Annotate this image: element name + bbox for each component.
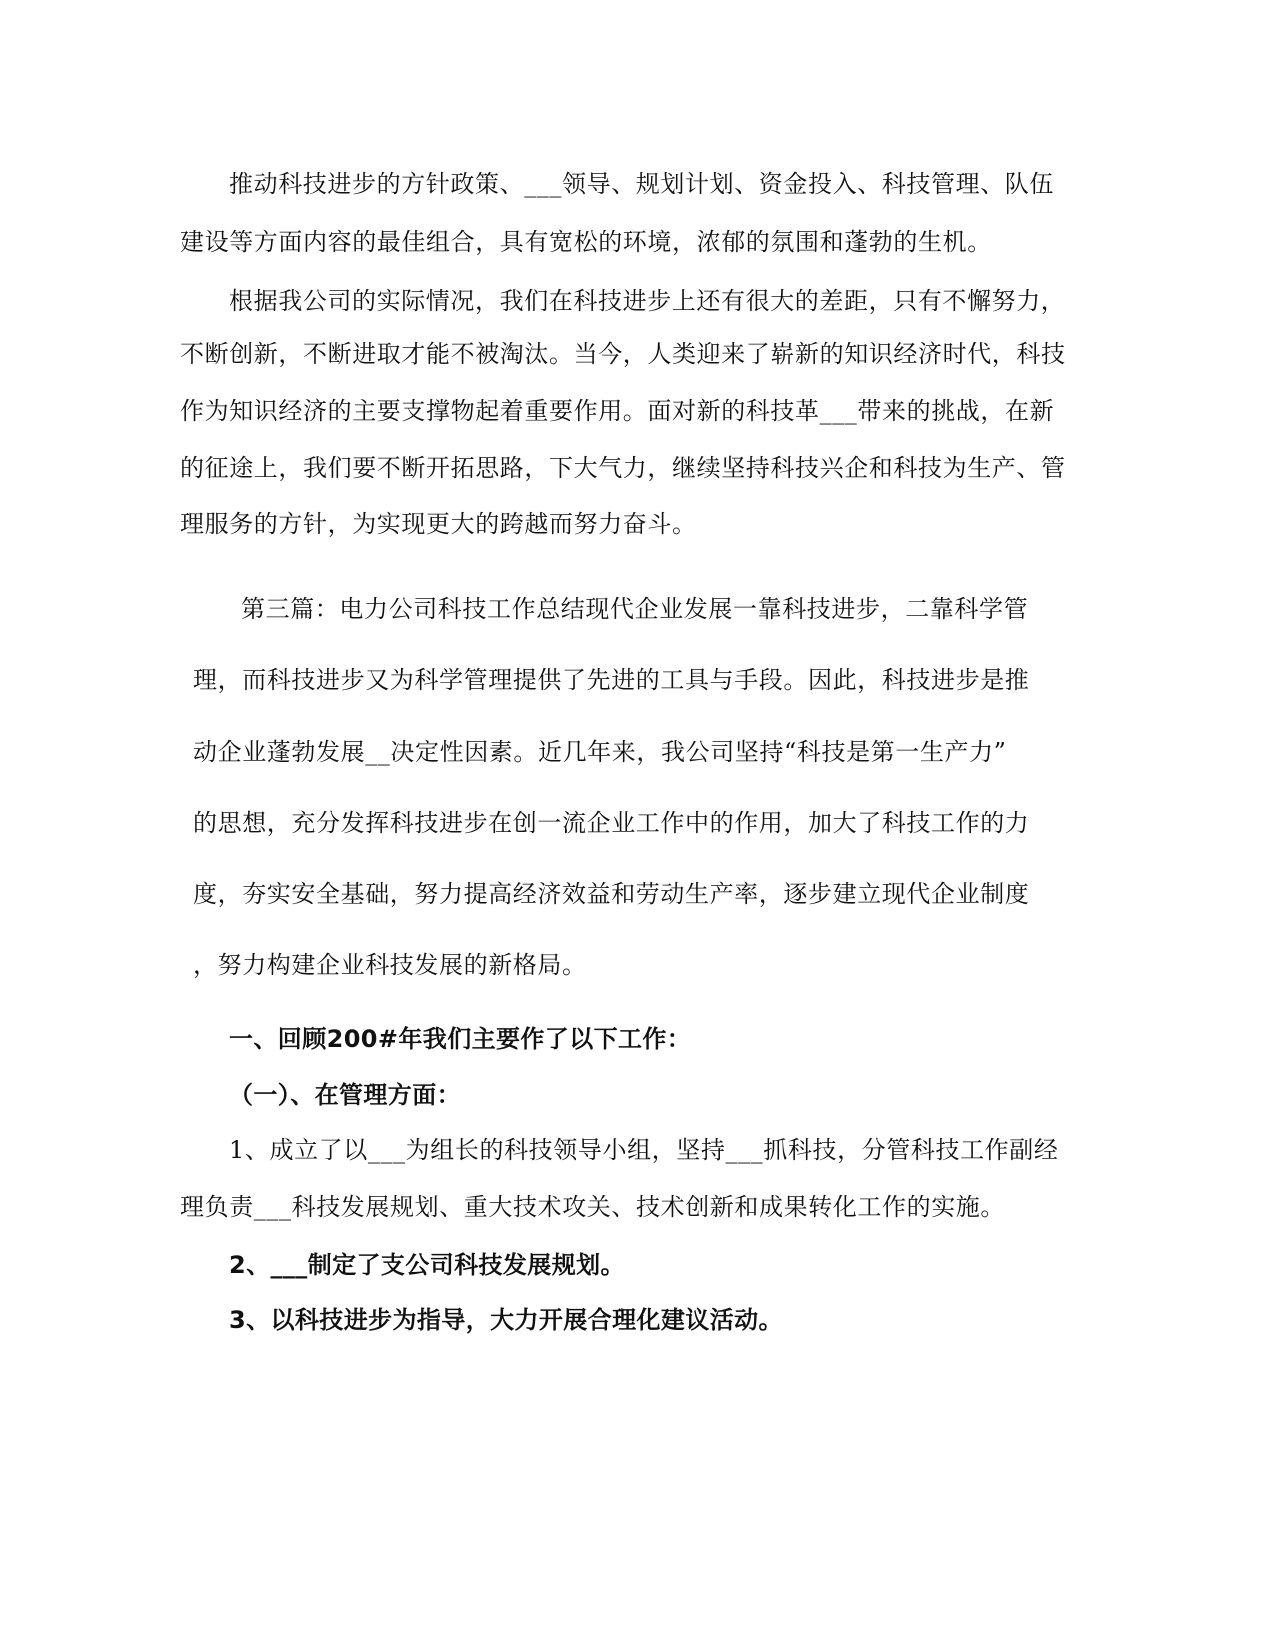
paragraph-3-line-1: 第三篇：电力公司科技工作总结现代企业发展一靠科技进步，二靠科学管 xyxy=(241,595,1029,623)
paragraph-2-line-1: 根据我公司的实际情况，我们在科技进步上还有很大的差距，只有不懈努力， xyxy=(229,287,1066,315)
paragraph-2-line-3: 作为知识经济的主要支撑物起着重要作用。面对新的科技革___带来的挑战，在新 xyxy=(180,397,1055,425)
paragraph-1-line-1: 推动科技进步的方针政策、___领导、规划计划、资金投入、科技管理、队伍 xyxy=(229,170,1054,198)
subsection-heading: （一）、在管理方面： xyxy=(229,1081,461,1109)
paragraph-2-line-4: 的征途上，我们要不断开拓思路，下大气力，继续坚持科技兴企和科技为生产、管 xyxy=(180,454,1066,482)
paragraph-1-line-2: 建设等方面内容的最佳组合，具有宽松的环境，浓郁的氛围和蓬勃的生机。 xyxy=(180,228,992,256)
item-1-line-1: 1、成立了以___为组长的科技领导小组，坚持___抓科技，分管科技工作副经 xyxy=(229,1136,1059,1164)
paragraph-3-line-5: 度，夯实安全基础，努力提高经济效益和劳动生产率，逐步建立现代企业制度 xyxy=(193,880,1030,908)
paragraph-2-line-5: 理服务的方针，为实现更大的跨越而努力奋斗。 xyxy=(180,510,697,538)
paragraph-2-line-2: 不断创新，不断进取才能不被淘汰。当今，人类迎来了崭新的知识经济时代，科技 xyxy=(180,340,1066,368)
paragraph-3-line-6: ，努力构建企业科技发展的新格局。 xyxy=(193,951,587,979)
item-1-line-2: 理负责___科技发展规划、重大技术攻关、技术创新和成果转化工作的实施。 xyxy=(180,1193,1005,1221)
section-heading: 一、回顾200#年我们主要作了以下工作： xyxy=(229,1025,692,1053)
paragraph-3-line-4: 的思想，充分发挥科技进步在创一流企业工作中的作用，加大了科技工作的力 xyxy=(193,809,1030,837)
paragraph-3-line-2: 理，而科技进步又为科学管理提供了先进的工具与手段。因此，科技进步是推 xyxy=(193,666,1030,694)
paragraph-3-line-3: 动企业蓬勃发展__决定性因素。近几年来，我公司坚持“科技是第一生产力” xyxy=(193,738,1007,766)
item-2: 2、___制定了支公司科技发展规划。 xyxy=(229,1251,625,1279)
item-3: 3、以科技进步为指导，大力开展合理化建议活动。 xyxy=(229,1306,783,1334)
